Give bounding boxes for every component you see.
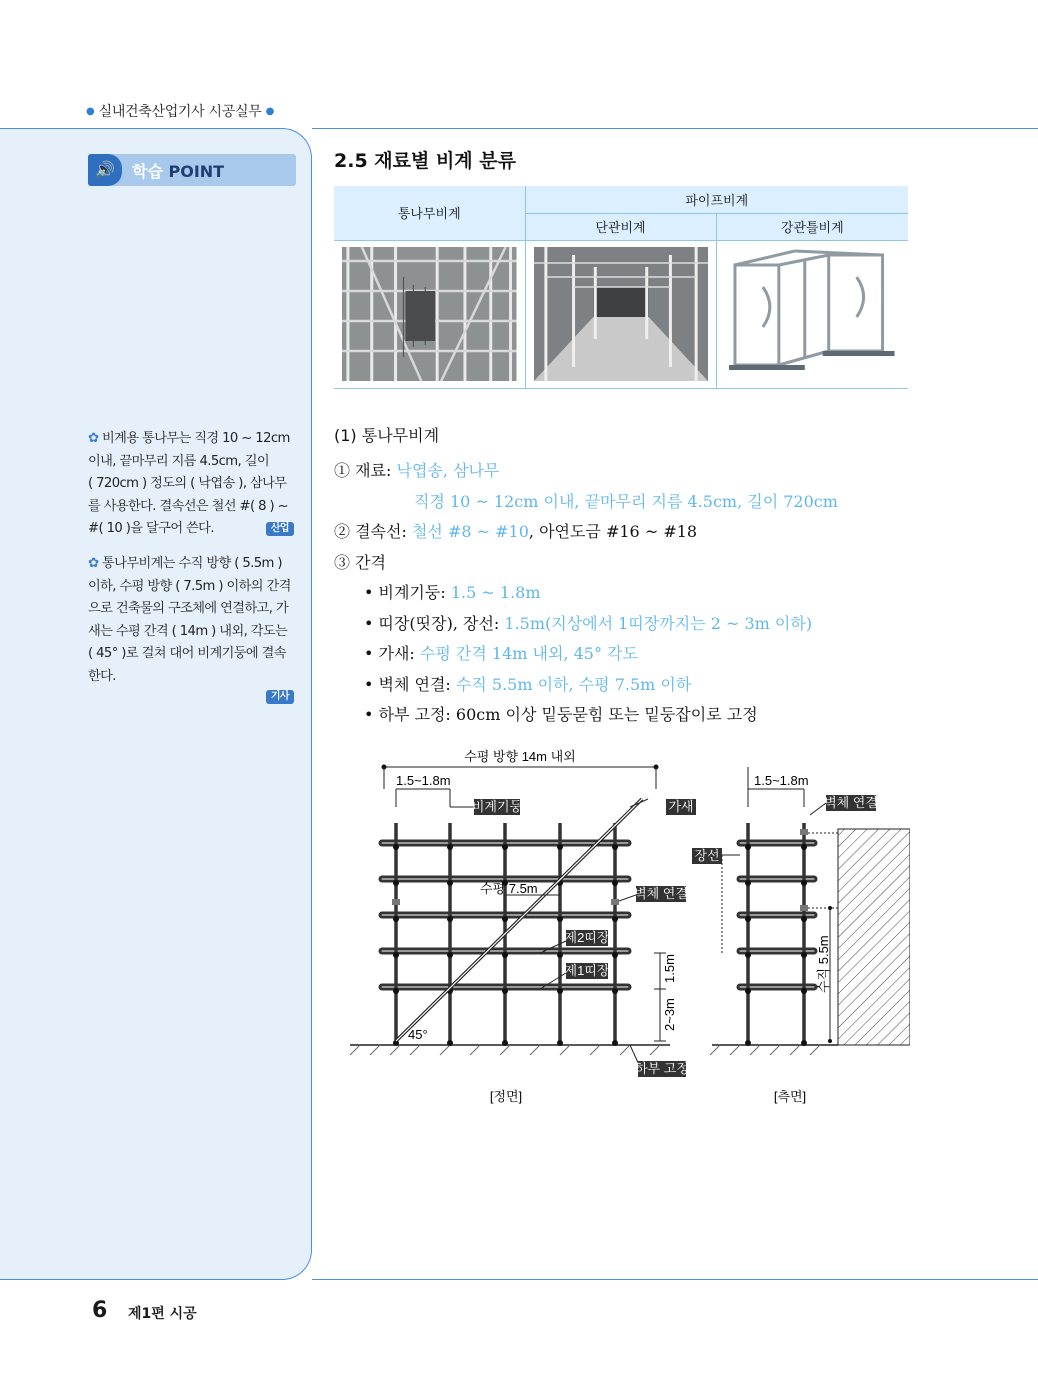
header-pipe: 파이프비계 bbox=[525, 186, 908, 213]
label-base-fixing: 하부 고정 bbox=[635, 1061, 689, 1076]
note1-line: #( 10 )을 달구어 쓴다. bbox=[88, 521, 214, 536]
label-ledger-2: 제2띠장 bbox=[564, 930, 610, 945]
running-title: 실내건축산업기사 시공실무 bbox=[98, 104, 262, 120]
item-material bbox=[334, 456, 914, 487]
bullet-label: • 벽체 연결: bbox=[364, 674, 451, 694]
badge-label-a: 학습 bbox=[132, 162, 163, 181]
header-frame: 강관틀비계 bbox=[716, 213, 908, 240]
bullet-base: • 하부 고정: 60cm 이상 밑둥묻힘 또는 밑둥잡이로 고정 bbox=[364, 705, 758, 724]
bullet-ledger bbox=[334, 609, 914, 640]
item-value: 철선 #8 ~ #10 bbox=[411, 522, 529, 541]
label-angle: 45° bbox=[408, 1027, 428, 1042]
item-value: 낙엽송, 삼나무 bbox=[396, 461, 500, 480]
front-elevation bbox=[350, 749, 696, 1104]
item-label: ① 재료: bbox=[334, 461, 392, 480]
note1-line: 이내, 끝마무리 지름 4.5cm, 길이 bbox=[88, 453, 270, 469]
sidebar-note-1 bbox=[88, 428, 298, 541]
note2-line: 새는 수평 간격 ( 14m ) 내외, 각도는 bbox=[88, 623, 288, 639]
label-post-spacing: 1.5~1.8m bbox=[396, 773, 451, 788]
note2-line: 으로 건축물의 구조체에 연결하고, 가 bbox=[88, 601, 289, 616]
page-number: 6 bbox=[92, 1298, 108, 1323]
bullet-value: 수평 간격 14m 내외, 45° 각도 bbox=[419, 644, 638, 663]
item-binding-wire bbox=[334, 517, 914, 548]
badge-label-b: POINT bbox=[168, 162, 225, 181]
sidebar-note-2 bbox=[88, 553, 298, 706]
exam-tag-engineer: 기사 bbox=[266, 690, 294, 704]
note2-line: 이하, 수평 방향 ( 7.5m ) 이하의 간격 bbox=[88, 578, 291, 594]
study-point-badge bbox=[88, 154, 296, 186]
bullet-label: • 가새: bbox=[364, 644, 415, 663]
bullet-brace bbox=[334, 639, 914, 670]
bullet-value: 수직 5.5m 이하, 수평 7.5m 이하 bbox=[455, 674, 692, 694]
bullet-icon: ● bbox=[86, 106, 95, 117]
label-ground-spacing: 2~3m bbox=[662, 998, 677, 1031]
header-single-pipe: 단관비계 bbox=[525, 213, 716, 240]
subsection-heading: (1) 통나무비계 bbox=[334, 426, 440, 445]
exam-tag-industrial: 산업 bbox=[266, 522, 294, 536]
gear-icon: ✿ bbox=[88, 556, 99, 571]
bullet-value: 1.5 ~ 1.8m bbox=[450, 583, 541, 602]
speaker-icon: 🔊 bbox=[88, 154, 122, 186]
photo-wood-scaffold bbox=[334, 240, 525, 388]
scaffold-diagram bbox=[340, 745, 910, 1115]
photo-frame-scaffold bbox=[716, 240, 908, 388]
gear-icon: ✿ bbox=[88, 431, 99, 446]
running-header bbox=[86, 101, 274, 121]
material-spec: 직경 10 ~ 12cm 이내, 끝마무리 지름 4.5cm, 길이 720cm bbox=[414, 491, 838, 511]
note1-line: 를 사용한다. 결속선은 철선 #( 8 ) ~ bbox=[88, 498, 289, 514]
note2-line: 한다. bbox=[88, 668, 116, 684]
label-side-spacing: 1.5~1.8m bbox=[754, 773, 809, 788]
label-ledger-spacing: 1.5m bbox=[662, 954, 677, 983]
item-spacing: ③ 간격 bbox=[334, 552, 386, 572]
note1-line: ( 720cm ) 정도의 ( 낙엽송 ), 삼나무 bbox=[88, 476, 287, 491]
caption-front: [정면] bbox=[489, 1089, 523, 1104]
bullet-wall-tie bbox=[334, 670, 914, 701]
note1-line: 비계용 통나무는 직경 10 ~ 12cm bbox=[102, 431, 290, 446]
side-elevation bbox=[692, 767, 910, 1104]
label-joist: 장선 bbox=[694, 848, 720, 863]
part-title: 제1편 시공 bbox=[128, 1306, 197, 1322]
bullet-post bbox=[334, 578, 914, 609]
label-ledger-1: 제1띠장 bbox=[564, 963, 610, 978]
note2-line: ( 45° )로 걸쳐 대어 비계기둥에 결속 bbox=[88, 646, 286, 661]
bullet-icon: ● bbox=[265, 106, 275, 117]
note2-line: 통나무비계는 수직 방향 ( 5.5m ) bbox=[102, 556, 282, 571]
label-side-wall-tie: 벽체 연결 bbox=[824, 795, 878, 810]
item-value-rest: , 아연도금 #16 ~ #18 bbox=[528, 522, 698, 541]
header-wood: 통나무비계 bbox=[334, 186, 525, 240]
bullet-label: • 비계기둥: bbox=[364, 583, 446, 602]
label-horizontal-tie: 수평 7.5m bbox=[480, 881, 538, 896]
bullet-value: 1.5m(지상에서 1띠장까지는 2 ~ 3m 이하) bbox=[504, 613, 813, 633]
scaffold-type-table bbox=[334, 186, 908, 389]
label-wall-tie: 벽체 연결 bbox=[634, 886, 688, 901]
label-brace: 가새 bbox=[668, 799, 694, 814]
caption-side: [측면] bbox=[773, 1089, 807, 1104]
label-post: 비계기둥 bbox=[471, 799, 523, 814]
photo-single-pipe-scaffold bbox=[525, 240, 716, 388]
label-vertical-tie: 수직 5.5m bbox=[816, 935, 831, 993]
wood-scaffold-content bbox=[334, 423, 914, 731]
label-horizontal-span: 수평 방향 14m 내외 bbox=[464, 749, 576, 764]
bullet-label: • 띠장(띳장), 장선: bbox=[364, 613, 500, 633]
item-label: ② 결속선: bbox=[334, 522, 407, 541]
section-title: 2.5 재료별 비계 분류 bbox=[334, 150, 516, 172]
